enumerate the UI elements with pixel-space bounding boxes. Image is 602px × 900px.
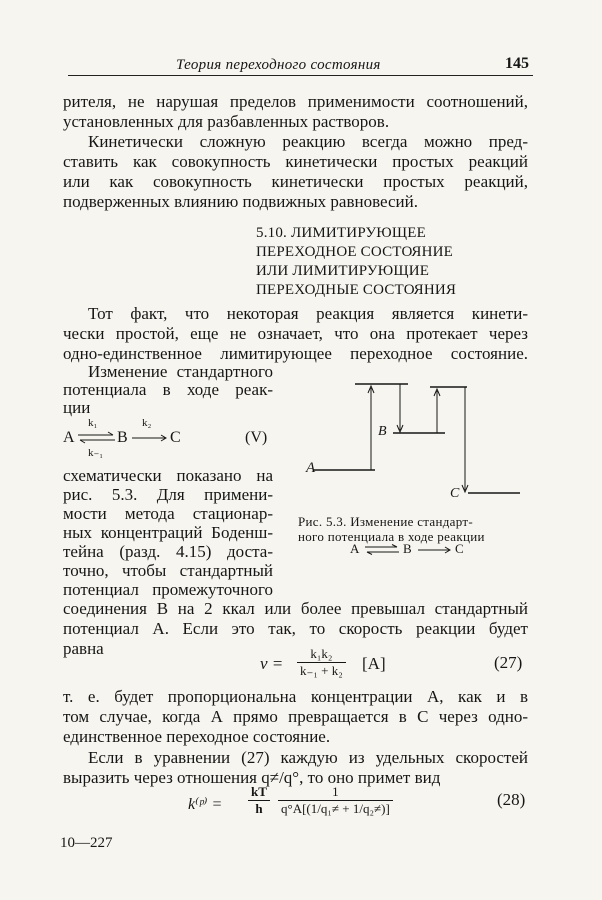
text-line: т. е. будет пропорциональна концентрации А, как и в xyxy=(63,687,528,706)
equilibrium-arrows xyxy=(77,431,117,445)
eq27-fraction xyxy=(297,646,346,679)
scheme-species-b: B xyxy=(117,429,128,446)
eq28-fraction-2 xyxy=(278,784,393,817)
text-line: ставить как совокупность кинетически простых реакций xyxy=(63,152,528,171)
figure-label-a: A xyxy=(306,460,316,476)
eq28-denominator-2: q°A[(1/q₁≠ + 1/q₂≠)] xyxy=(281,801,390,816)
page-number: 145 xyxy=(505,55,529,72)
eq27-numerator: k₁k₂ xyxy=(297,646,346,663)
text-line: подверженных влиянию подвижных равновесий. xyxy=(63,192,418,211)
heading-line: ИЛИ ЛИМИТИРУЮЩИЕ xyxy=(256,263,430,279)
eq28-label: (28) xyxy=(497,790,526,809)
text-line: рис. 5.3. Для примени- xyxy=(63,485,273,504)
text-line: мости метода стационар- xyxy=(63,504,273,523)
eq27-denominator: k₋₁ + k₂ xyxy=(300,663,343,678)
text-line: ции xyxy=(63,398,91,417)
text-line: равна xyxy=(63,639,104,658)
text-line: установленных для разбавленных растворов. xyxy=(63,112,390,131)
figure-caption-line: ного потенциала в ходе реакции xyxy=(298,529,485,544)
heading-line: 5.10. ЛИМИТИРУЮЩЕЕ xyxy=(256,225,426,241)
text-line: схематически показано на xyxy=(63,466,273,485)
figure-caption-line: Рис. 5.3. Изменение стандарт- xyxy=(298,514,473,529)
potential-diagram xyxy=(305,380,525,505)
text-line: чески простой, еще не означает, что она протекает через xyxy=(63,324,528,343)
text-line: ных концентраций Боденш- xyxy=(63,523,273,542)
scheme-k-minus-1: k₋₁ xyxy=(88,447,104,459)
header-rule xyxy=(68,75,533,76)
text-line: выразить через отношения q≠/q°, то оно примет вид xyxy=(63,768,441,787)
eq28-numerator-1: kT xyxy=(248,784,270,801)
caption-species-c: C xyxy=(455,541,464,556)
text-line: тейна (разд. 4.15) доста- xyxy=(63,542,273,561)
text-line: том случае, когда А прямо превращается в С через одно- xyxy=(63,707,528,726)
eq27-concentration: [A] xyxy=(362,654,386,673)
text-line: потенциала в ходе реак- xyxy=(63,380,273,399)
caption-equilibrium-arrows xyxy=(364,544,400,556)
text-line: потенциал промежуточного xyxy=(63,580,273,599)
eq28-numerator-2: 1 xyxy=(278,784,393,801)
scheme-species-c: C xyxy=(170,429,181,446)
scheme-label: (V) xyxy=(245,429,268,446)
scheme-k2: k₂ xyxy=(142,417,152,429)
eq28-fraction-1 xyxy=(248,784,270,817)
eq27-label: (27) xyxy=(494,653,523,672)
eq28-denominator-1: h xyxy=(255,801,263,816)
text-line: потенциал А. Если это так, то скорость реакции будет xyxy=(63,619,528,638)
text-line: единственное переходное состояние. xyxy=(63,727,331,746)
text-line: точно, чтобы стандартный xyxy=(63,561,273,580)
scheme-k1: k₁ xyxy=(88,417,98,429)
scheme-species-a: A xyxy=(63,429,75,446)
caption-species-b: B xyxy=(403,541,412,556)
caption-forward-arrow xyxy=(417,545,453,555)
header-title: Теория переходного состояния xyxy=(176,57,381,73)
figure-label-c: C xyxy=(450,486,460,501)
text-line: одно-единственное лимитирующее переходное состояние. xyxy=(63,344,528,363)
eq27-lhs: v = xyxy=(260,654,284,673)
text-line: Если в уравнении (27) каждую из удельных скоростей xyxy=(88,748,528,767)
text-line: Изменение стандартного xyxy=(88,362,273,381)
caption-species-a: A xyxy=(350,541,360,556)
text-line: соединения В на 2 ккал или более превышал стандартный xyxy=(63,599,528,618)
heading-line: ПЕРЕХОДНОЕ СОСТОЯНИЕ xyxy=(256,244,454,260)
text-line: или как совокупность кинетически простых реакций, xyxy=(63,172,528,191)
text-line: рителя, не нарушая пределов применимости соотношений, xyxy=(63,92,528,111)
text-line: Тот факт, что некоторая реакция является кинети- xyxy=(88,304,528,323)
eq28-lhs: k⁽ᵖ⁾ = xyxy=(188,796,223,813)
figure-label-b: B xyxy=(378,424,387,439)
forward-arrow xyxy=(131,433,169,443)
heading-line: ПЕРЕХОДНЫЕ СОСТОЯНИЯ xyxy=(256,282,457,298)
printer-signature: 10—227 xyxy=(60,835,113,851)
text-line: Кинетически сложную реакцию всегда можно пред- xyxy=(88,132,528,151)
